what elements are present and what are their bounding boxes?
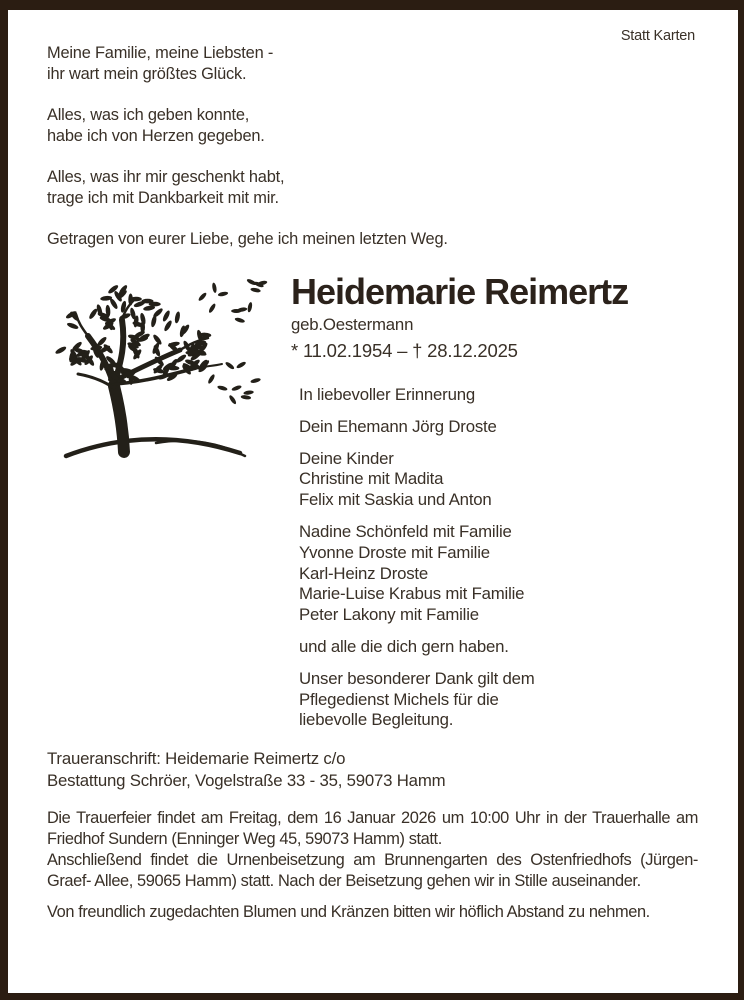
- tree-leaves: [54, 278, 267, 405]
- mourner-line: Marie-Luise Krabus mit Familie: [299, 584, 525, 604]
- mourners-paragraph: [299, 637, 535, 658]
- mourner-line: Karl-Heinz Droste: [299, 563, 429, 583]
- poem-stanza: [47, 229, 448, 250]
- statt-karten-label: Statt Karten: [620, 28, 695, 44]
- mourner-line: Peter Lakony mit Familie: [299, 605, 479, 625]
- burial-paragraph: Anschließend findet die Urnenbeisetzung am Brunnengarten des Ostenfriedhofs (Jürgen- Graef- Allee, 59065 Hamm) statt. Nach der Beisetzung gehen wir in Stille auseinander.: [47, 851, 698, 890]
- poem-line: habe ich von Herzen gegeben.: [47, 126, 265, 145]
- poem: [47, 43, 448, 270]
- mourner-line: und alle die dich gern haben.: [299, 636, 509, 656]
- deceased-name: Heidemarie Reimertz: [291, 271, 629, 312]
- poem-line: Meine Familie, meine Liebsten -: [47, 44, 274, 62]
- poem-line: Alles, was ich geben konnte,: [47, 105, 250, 124]
- maiden-name: geb.Oestermann: [291, 315, 414, 334]
- poem-line: Getragen von eurer Liebe, gehe ich meinen letzten Weg.: [47, 229, 448, 248]
- mourners-paragraph: [299, 417, 535, 438]
- mourning-address: [47, 748, 445, 791]
- mourners-list: [299, 385, 535, 742]
- mourner-line: Nadine Schönfeld mit Familie: [299, 521, 512, 541]
- poem-line: Alles, was ihr mir geschenkt habt,: [47, 167, 285, 186]
- mourner-line: Dein Ehemann Jörg Droste: [299, 416, 497, 436]
- address-line: Bestattung Schröer, Vogelstraße 33 - 35, 59073 Hamm: [47, 770, 446, 790]
- tree-illustration: [38, 268, 268, 464]
- mourners-paragraph: [299, 449, 535, 511]
- funeral-service-paragraph: Die Trauerfeier findet am Freitag, dem 16 Januar 2026 um 10:00 Uhr in der Trauerhalle am Friedhof Sundern (Enninger Weg 45, 59073 Hamm) statt.: [47, 809, 698, 848]
- mourner-line: In liebevoller Erinnerung: [299, 385, 475, 404]
- mourner-line: Unser besonderer Dank gilt dem: [299, 668, 535, 688]
- poem-stanza: [47, 167, 448, 208]
- deceased-block: [291, 273, 628, 362]
- poem-line: trage ich mit Dankbarkeit mit mir.: [47, 188, 279, 207]
- flowers-paragraph: Von freundlich zugedachten Blumen und Kränzen bitten wir höflich Abstand zu nehmen.: [47, 903, 650, 921]
- poem-stanza: [47, 43, 448, 84]
- mourners-paragraph: [299, 522, 535, 626]
- address-line: Traueranschrift: Heidemarie Reimertz c/o: [47, 749, 346, 768]
- tree-trunk: [76, 300, 222, 452]
- mourner-line: Felix mit Saskia und Anton: [299, 490, 492, 510]
- mourner-line: liebevolle Begleitung.: [299, 710, 454, 730]
- mourner-line: Pflegedienst Michels für die: [299, 689, 499, 709]
- poem-line: ihr wart mein größtes Glück.: [47, 64, 247, 83]
- mourner-line: Christine mit Madita: [299, 469, 444, 489]
- service-details: [47, 808, 698, 923]
- mourners-paragraph: [299, 385, 535, 406]
- mourner-line: Deine Kinder: [299, 448, 394, 468]
- poem-stanza: [47, 105, 448, 146]
- mourner-line: Yvonne Droste mit Familie: [299, 542, 490, 562]
- mourners-paragraph: [299, 669, 535, 731]
- life-dates: * 11.02.1954 – † 28.12.2025: [291, 339, 518, 361]
- tree-ground: [66, 439, 245, 456]
